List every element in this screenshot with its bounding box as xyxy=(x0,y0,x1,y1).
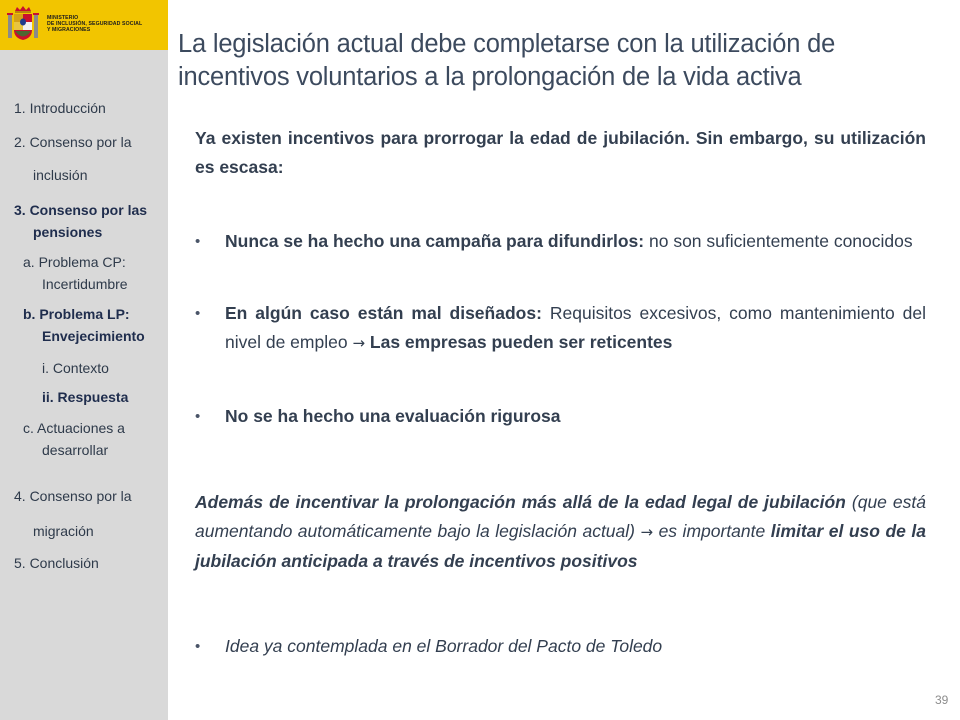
final-bullet-item xyxy=(195,632,926,661)
nav-item-label: c. Actuaciones a xyxy=(23,420,125,436)
nav-item-consenso-migracion[interactable] xyxy=(14,487,132,540)
arrow-right-icon: → xyxy=(640,523,654,541)
closing-bold-text: limitar el uso de la jubilación anticipada a través de incentivos positivos xyxy=(195,521,926,571)
nav-item-consenso-inclusion[interactable] xyxy=(14,133,132,184)
nav-item-label: a. Problema CP: xyxy=(23,254,126,270)
closing-text: (que está aumentando automáticamente bajo la legislación actual) xyxy=(195,492,927,541)
bullet-icon: • xyxy=(195,233,201,250)
nav-item-problema-lp[interactable] xyxy=(23,305,145,345)
nav-item-respuesta[interactable] xyxy=(42,388,128,406)
arrow-right-icon: → xyxy=(352,334,366,352)
bullet-item xyxy=(195,402,926,431)
nav-item-actuaciones[interactable] xyxy=(23,419,125,459)
nav-item-label: 4. Consenso por la xyxy=(14,488,132,504)
nav-item-consenso-pensiones[interactable] xyxy=(14,201,147,241)
bullet-text xyxy=(225,227,926,256)
bullet-text xyxy=(225,299,926,358)
bullet-item xyxy=(195,227,926,256)
ministry-line: MINISTERIO xyxy=(47,15,79,21)
bullet-text: Idea ya contemplada en el Borrador del Pacto de Toledo xyxy=(225,636,663,656)
bullet-icon: • xyxy=(195,638,201,655)
nav-item-label: 3. Consenso por las xyxy=(14,202,148,218)
slide-title xyxy=(178,28,948,94)
slide-title-line: incentivos voluntarios a la prolongación de la vida activa xyxy=(178,63,802,91)
nav-item-conclusion[interactable] xyxy=(14,554,99,572)
nav-item-introduccion[interactable] xyxy=(14,99,106,117)
nav-item-label: ii. Respuesta xyxy=(42,389,129,405)
nav-item-problema-cp[interactable] xyxy=(23,253,128,293)
nav-item-label: Incertidumbre xyxy=(42,276,128,292)
closing-bold-text: Además de incentivar la prolongación más allá de la edad legal de jubilación xyxy=(195,492,846,512)
nav-item-label: 2. Consenso por la xyxy=(14,134,132,150)
bullet-normal-text: Requisitos excesivos, como mantenimiento del nivel de empleo xyxy=(225,303,926,352)
ministry-line: Y MIGRACIONES xyxy=(47,27,91,33)
bullet-bold-text: En algún caso están mal diseñados: xyxy=(225,303,542,323)
nav-item-label: Envejecimiento xyxy=(42,328,145,344)
ministry-line: DE INCLUSIÓN, SEGURIDAD SOCIAL xyxy=(47,21,143,27)
bullet-normal-text: no son suficientemente conocidos xyxy=(644,231,913,251)
sidebar-navigation xyxy=(0,0,168,720)
closing-text: es importante xyxy=(653,521,771,541)
nav-item-label: pensiones xyxy=(33,224,103,240)
bullet-bold-text: Nunca se ha hecho una campaña para difundirlos: xyxy=(225,231,645,251)
nav-item-label: i. Contexto xyxy=(42,360,109,376)
ministry-logo-bar xyxy=(0,0,168,50)
nav-item-label: 5. Conclusión xyxy=(14,555,99,571)
ministry-name xyxy=(47,15,167,33)
slide-title-line: La legislación actual debe completarse con la utilización de xyxy=(178,30,836,58)
nav-item-label: migración xyxy=(33,523,94,539)
bullet-icon: • xyxy=(195,408,201,425)
nav-item-label: desarrollar xyxy=(42,442,109,458)
intro-paragraph: Ya existen incentivos para prorrogar la edad de jubilación. Sin embargo, su utilización es escasa: xyxy=(195,128,926,177)
bullet-item xyxy=(195,299,926,358)
page-number: 39 xyxy=(935,693,949,707)
nav-item-label: b. Problema LP: xyxy=(23,306,130,322)
closing-paragraph xyxy=(195,488,926,576)
nav-item-label: inclusión xyxy=(33,167,88,183)
nav-item-label: 1. Introducción xyxy=(14,100,106,116)
bullet-bold-text: No se ha hecho una evaluación rigurosa xyxy=(225,406,561,426)
bullet-text xyxy=(225,402,926,431)
bullet-bold-text: Las empresas pueden ser reticentes xyxy=(365,332,673,352)
coat-of-arms-icon xyxy=(6,4,40,44)
nav-item-contexto[interactable] xyxy=(42,359,109,377)
bullet-icon: • xyxy=(195,305,201,322)
